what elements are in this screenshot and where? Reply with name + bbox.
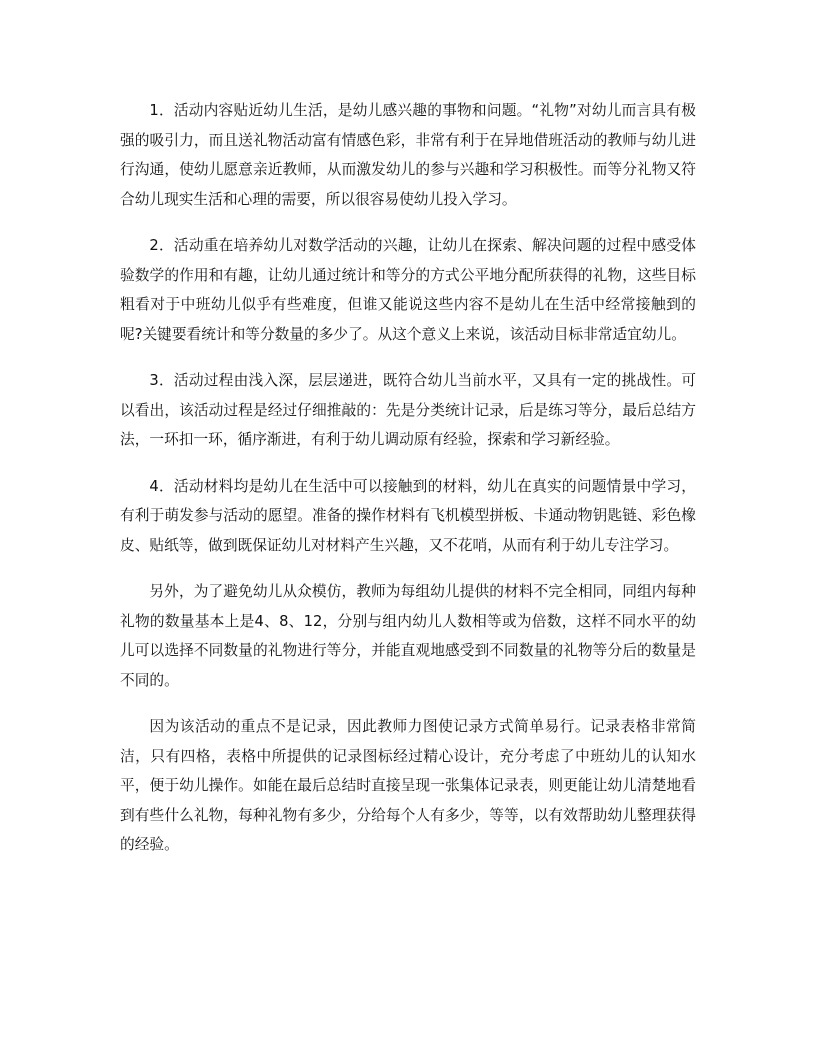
paragraph-2: 2．活动重在培养幼儿对数学活动的兴趣，让幼儿在探索、解决问题的过程中感受体验数学的作用和有趣，让幼儿通过统计和等分的方式公平地分配所获得的礼物，这些目标粗看对于中班幼儿似乎有些难度，但谁又能说这些内容不是幼儿在生活中经常接触到的呢?关键要看统计和等分数量的多少了。从这个意义上来说，该活动目标非常适宜幼儿。 [120, 237, 696, 343]
paragraph-1: 1．活动内容贴近幼儿生活，是幼儿感兴趣的事物和问题。“礼物”对幼儿而言具有极强的吸引力，而且送礼物活动富有情感色彩，非常有利于在异地借班活动的教师与幼儿进行沟通，使幼儿愿意亲近教师，从而激发幼儿的参与兴趣和学习积极性。而等分礼物又符合幼儿现实生活和心理的需要，所以很容易使幼儿投入学习。 [120, 102, 696, 208]
paragraph-6: 因为该活动的重点不是记录，因此教师力图使记录方式简单易行。记录表格非常简洁，只有四格，表格中所提供的记录图标经过精心设计，充分考虑了中班幼儿的认知水平，便于幼儿操作。如能在最后总结时直接呈现一张集体记录表，则更能让幼儿清楚地看到有些什么礼物，每种礼物有多少，分给每个人有多少，等等，以有效帮助幼儿整理获得的经验。 [120, 718, 696, 853]
paragraph-4: 4．活动材料均是幼儿在生活中可以接触到的材料，幼儿在真实的问题情景中学习，有利于萌发参与活动的愿望。准备的操作材料有飞机模型拼板、卡通动物钥匙链、彩色橡皮、贴纸等，做到既保证幼儿对材料产生兴趣，又不花哨，从而有利于幼儿专注学习。 [120, 477, 696, 554]
paragraph-3: 3．活动过程由浅入深，层层递进，既符合幼儿当前水平，又具有一定的挑战性。可以看出，该活动过程是经过仔细推敲的：先是分类统计记录，后是练习等分，最后总结方法，一环扣一环，循序渐进，有利于幼儿调动原有经验，探索和学习新经验。 [120, 372, 696, 448]
paragraph-5: 另外，为了避免幼儿从众模仿，教师为每组幼儿提供的材料不完全相同，同组内每种礼物的数量基本上是4、8、12，分别与组内幼儿人数相等或为倍数，这样不同水平的幼儿可以选择不同数量的礼物进行等分，并能直观地感受到不同数量的礼物等分后的数量是不同的。 [120, 583, 696, 689]
document-body [120, 96, 696, 877]
